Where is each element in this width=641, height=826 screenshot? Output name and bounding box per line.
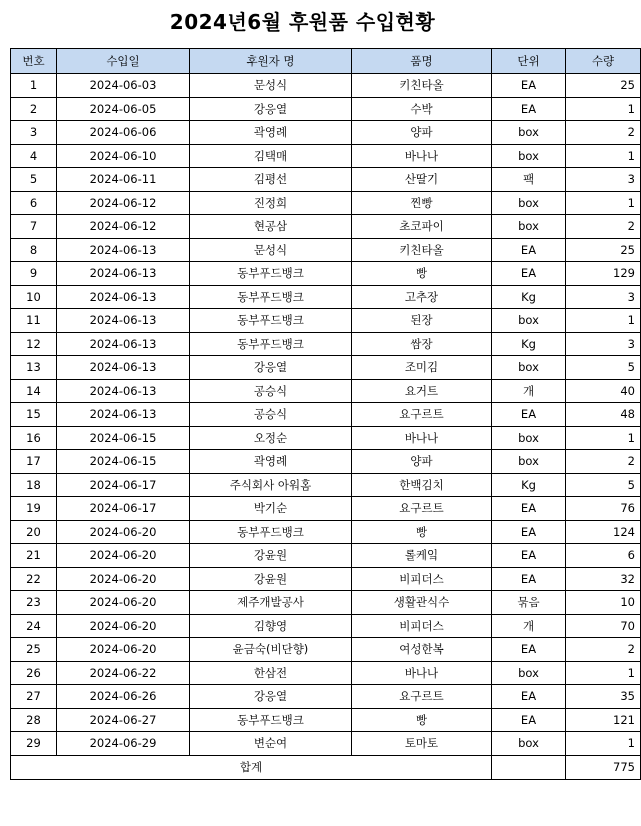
cell-date: 2024-06-20: [57, 591, 190, 615]
cell-donor: 동부푸드뱅크: [190, 332, 352, 356]
cell-donor: 강윤원: [190, 567, 352, 591]
cell-donor: 주식회사 아워홈: [190, 473, 352, 497]
cell-donor: 진정희: [190, 191, 352, 215]
cell-number: 19: [11, 497, 57, 521]
cell-unit: EA: [492, 685, 566, 709]
cell-number: 29: [11, 732, 57, 756]
header-item: 품명: [352, 49, 492, 74]
header-quantity: 수량: [566, 49, 641, 74]
cell-date: 2024-06-12: [57, 191, 190, 215]
cell-unit: box: [492, 661, 566, 685]
cell-item: 토마토: [352, 732, 492, 756]
cell-unit: Kg: [492, 285, 566, 309]
table-row: [11, 426, 641, 450]
cell-donor: 김평선: [190, 168, 352, 192]
cell-date: 2024-06-06: [57, 121, 190, 145]
cell-unit: Kg: [492, 332, 566, 356]
header-date: 수입일: [57, 49, 190, 74]
cell-item: 바나나: [352, 144, 492, 168]
cell-unit: box: [492, 215, 566, 239]
table-row: [11, 262, 641, 286]
cell-number: 11: [11, 309, 57, 333]
cell-quantity: 1: [566, 144, 641, 168]
cell-item: 롤케잌: [352, 544, 492, 568]
cell-unit: EA: [492, 403, 566, 427]
cell-donor: 곽영례: [190, 450, 352, 474]
cell-number: 21: [11, 544, 57, 568]
cell-unit: 팩: [492, 168, 566, 192]
cell-unit: EA: [492, 238, 566, 262]
cell-number: 10: [11, 285, 57, 309]
cell-item: 쌈장: [352, 332, 492, 356]
cell-quantity: 6: [566, 544, 641, 568]
cell-number: 13: [11, 356, 57, 380]
cell-quantity: 3: [566, 332, 641, 356]
cell-date: 2024-06-13: [57, 356, 190, 380]
cell-quantity: 25: [566, 74, 641, 98]
cell-item: 빵: [352, 520, 492, 544]
cell-number: 1: [11, 74, 57, 98]
donation-table: [10, 48, 641, 780]
cell-unit: box: [492, 356, 566, 380]
cell-item: 키친타올: [352, 238, 492, 262]
cell-quantity: 1: [566, 97, 641, 121]
table-row: [11, 379, 641, 403]
cell-item: 빵: [352, 262, 492, 286]
cell-quantity: 1: [566, 732, 641, 756]
cell-date: 2024-06-20: [57, 638, 190, 662]
cell-item: 초코파이: [352, 215, 492, 239]
table-row: [11, 285, 641, 309]
cell-item: 된장: [352, 309, 492, 333]
cell-unit: box: [492, 121, 566, 145]
cell-number: 26: [11, 661, 57, 685]
cell-date: 2024-06-17: [57, 497, 190, 521]
header-donor: 후원자 명: [190, 49, 352, 74]
cell-date: 2024-06-20: [57, 544, 190, 568]
cell-item: 바나나: [352, 661, 492, 685]
cell-date: 2024-06-13: [57, 238, 190, 262]
cell-item: 요구르트: [352, 685, 492, 709]
cell-donor: 박기순: [190, 497, 352, 521]
table-row: [11, 685, 641, 709]
cell-item: 여성한복: [352, 638, 492, 662]
cell-quantity: 2: [566, 215, 641, 239]
cell-donor: 공승식: [190, 403, 352, 427]
cell-date: 2024-06-27: [57, 708, 190, 732]
table-body: [11, 74, 641, 756]
cell-donor: 강응열: [190, 356, 352, 380]
cell-quantity: 35: [566, 685, 641, 709]
cell-number: 24: [11, 614, 57, 638]
cell-donor: 윤금숙(비단향): [190, 638, 352, 662]
cell-item: 생활관식수: [352, 591, 492, 615]
cell-number: 5: [11, 168, 57, 192]
cell-number: 7: [11, 215, 57, 239]
cell-item: 산딸기: [352, 168, 492, 192]
cell-number: 9: [11, 262, 57, 286]
cell-unit: EA: [492, 97, 566, 121]
cell-quantity: 1: [566, 661, 641, 685]
cell-date: 2024-06-12: [57, 215, 190, 239]
table-row: [11, 74, 641, 98]
cell-number: 6: [11, 191, 57, 215]
cell-item: 요거트: [352, 379, 492, 403]
cell-number: 25: [11, 638, 57, 662]
cell-unit: Kg: [492, 473, 566, 497]
cell-quantity: 2: [566, 121, 641, 145]
page-title: 2024년6월 후원품 수입현황: [169, 10, 436, 34]
header-unit: 단위: [492, 49, 566, 74]
total-row: [11, 755, 641, 779]
cell-date: 2024-06-13: [57, 332, 190, 356]
cell-donor: 현공삼: [190, 215, 352, 239]
cell-unit: EA: [492, 520, 566, 544]
cell-quantity: 10: [566, 591, 641, 615]
cell-date: 2024-06-13: [57, 285, 190, 309]
cell-unit: box: [492, 450, 566, 474]
cell-quantity: 40: [566, 379, 641, 403]
cell-quantity: 3: [566, 285, 641, 309]
cell-item: 비피더스: [352, 614, 492, 638]
cell-number: 8: [11, 238, 57, 262]
cell-number: 3: [11, 121, 57, 145]
cell-unit: box: [492, 191, 566, 215]
cell-unit: 개: [492, 379, 566, 403]
cell-unit: EA: [492, 74, 566, 98]
cell-donor: 동부푸드뱅크: [190, 708, 352, 732]
cell-item: 요구르트: [352, 497, 492, 521]
table-row: [11, 121, 641, 145]
cell-quantity: 3: [566, 168, 641, 192]
table-row: [11, 215, 641, 239]
cell-date: 2024-06-13: [57, 262, 190, 286]
cell-quantity: 2: [566, 638, 641, 662]
table-row: [11, 332, 641, 356]
cell-date: 2024-06-29: [57, 732, 190, 756]
cell-donor: 강윤원: [190, 544, 352, 568]
cell-number: 4: [11, 144, 57, 168]
cell-item: 빵: [352, 708, 492, 732]
header-number: 번호: [11, 49, 57, 74]
cell-donor: 변순여: [190, 732, 352, 756]
cell-item: 조미김: [352, 356, 492, 380]
cell-donor: 곽영례: [190, 121, 352, 145]
table-row: [11, 732, 641, 756]
cell-quantity: 129: [566, 262, 641, 286]
table-row: [11, 403, 641, 427]
cell-number: 27: [11, 685, 57, 709]
cell-number: 2: [11, 97, 57, 121]
cell-quantity: 1: [566, 309, 641, 333]
cell-quantity: 70: [566, 614, 641, 638]
table-row: [11, 520, 641, 544]
cell-item: 고추장: [352, 285, 492, 309]
cell-item: 요구르트: [352, 403, 492, 427]
total-label: 합계: [11, 755, 492, 779]
header-row: [11, 49, 641, 74]
table-row: [11, 567, 641, 591]
cell-date: 2024-06-20: [57, 614, 190, 638]
cell-donor: 동부푸드뱅크: [190, 285, 352, 309]
cell-donor: 김택매: [190, 144, 352, 168]
table-row: [11, 708, 641, 732]
cell-date: 2024-06-11: [57, 168, 190, 192]
cell-item: 비피더스: [352, 567, 492, 591]
table-row: [11, 661, 641, 685]
cell-unit: box: [492, 732, 566, 756]
table-row: [11, 544, 641, 568]
total-empty-cell: [492, 755, 566, 779]
cell-unit: EA: [492, 638, 566, 662]
cell-quantity: 5: [566, 356, 641, 380]
cell-date: 2024-06-15: [57, 426, 190, 450]
cell-item: 찐빵: [352, 191, 492, 215]
cell-number: 18: [11, 473, 57, 497]
cell-date: 2024-06-13: [57, 379, 190, 403]
cell-number: 23: [11, 591, 57, 615]
cell-unit: EA: [492, 567, 566, 591]
cell-number: 22: [11, 567, 57, 591]
cell-number: 20: [11, 520, 57, 544]
cell-unit: box: [492, 309, 566, 333]
cell-number: 14: [11, 379, 57, 403]
cell-unit: 개: [492, 614, 566, 638]
cell-date: 2024-06-05: [57, 97, 190, 121]
cell-date: 2024-06-15: [57, 450, 190, 474]
total-value: 775: [566, 755, 641, 779]
cell-donor: 동부푸드뱅크: [190, 520, 352, 544]
cell-date: 2024-06-17: [57, 473, 190, 497]
cell-date: 2024-06-26: [57, 685, 190, 709]
cell-quantity: 1: [566, 426, 641, 450]
table-row: [11, 497, 641, 521]
cell-donor: 동부푸드뱅크: [190, 309, 352, 333]
cell-quantity: 2: [566, 450, 641, 474]
cell-donor: 강응열: [190, 97, 352, 121]
cell-quantity: 5: [566, 473, 641, 497]
cell-number: 28: [11, 708, 57, 732]
cell-date: 2024-06-20: [57, 520, 190, 544]
table-row: [11, 473, 641, 497]
cell-unit: 묶음: [492, 591, 566, 615]
cell-item: 양파: [352, 121, 492, 145]
table-row: [11, 450, 641, 474]
cell-item: 수박: [352, 97, 492, 121]
table-row: [11, 638, 641, 662]
cell-quantity: 124: [566, 520, 641, 544]
cell-item: 양파: [352, 450, 492, 474]
cell-donor: 공승식: [190, 379, 352, 403]
cell-quantity: 48: [566, 403, 641, 427]
table-row: [11, 356, 641, 380]
cell-unit: EA: [492, 262, 566, 286]
cell-donor: 강응열: [190, 685, 352, 709]
cell-donor: 동부푸드뱅크: [190, 262, 352, 286]
cell-number: 12: [11, 332, 57, 356]
cell-donor: 한삼전: [190, 661, 352, 685]
cell-donor: 오정순: [190, 426, 352, 450]
cell-number: 17: [11, 450, 57, 474]
table-row: [11, 614, 641, 638]
cell-donor: 문성식: [190, 74, 352, 98]
table-row: [11, 591, 641, 615]
cell-date: 2024-06-13: [57, 403, 190, 427]
cell-unit: box: [492, 144, 566, 168]
table-row: [11, 97, 641, 121]
cell-donor: 제주개발공사: [190, 591, 352, 615]
cell-unit: EA: [492, 544, 566, 568]
cell-donor: 김향영: [190, 614, 352, 638]
cell-number: 16: [11, 426, 57, 450]
table-row: [11, 144, 641, 168]
cell-date: 2024-06-20: [57, 567, 190, 591]
cell-unit: EA: [492, 708, 566, 732]
cell-quantity: 25: [566, 238, 641, 262]
cell-item: 바나나: [352, 426, 492, 450]
cell-date: 2024-06-13: [57, 309, 190, 333]
cell-item: 키친타올: [352, 74, 492, 98]
cell-date: 2024-06-22: [57, 661, 190, 685]
table-row: [11, 238, 641, 262]
cell-date: 2024-06-03: [57, 74, 190, 98]
table-row: [11, 168, 641, 192]
table-row: [11, 309, 641, 333]
cell-date: 2024-06-10: [57, 144, 190, 168]
cell-donor: 문성식: [190, 238, 352, 262]
cell-item: 한백김치: [352, 473, 492, 497]
cell-quantity: 1: [566, 191, 641, 215]
cell-unit: box: [492, 426, 566, 450]
cell-quantity: 32: [566, 567, 641, 591]
table-row: [11, 191, 641, 215]
cell-number: 15: [11, 403, 57, 427]
cell-quantity: 76: [566, 497, 641, 521]
cell-unit: EA: [492, 497, 566, 521]
cell-quantity: 121: [566, 708, 641, 732]
